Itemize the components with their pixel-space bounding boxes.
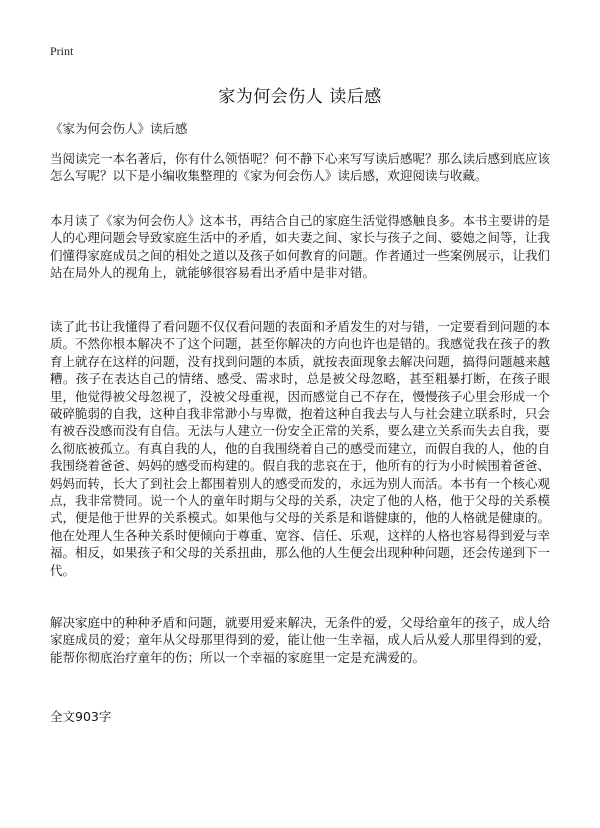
body-paragraph: 解决家庭中的种种矛盾和问题，就要用爱来解决，无条件的爱，父母给童年的孩子，成人给家庭成员的爱；童年从父母那里得到的爱，能让他一生幸福，成人后从爱人那里得到的爱，能帮你彻底治疗童年的伤；所以一个幸福的家庭里一定是充满爱的。 <box>50 615 551 665</box>
document-subtitle: 《家为何会伤人》读后感 <box>50 121 188 136</box>
word-count: 全文903字 <box>50 709 112 724</box>
print-link[interactable]: Print <box>50 44 74 58</box>
document-title: 家为何会伤人 读后感 <box>218 87 382 107</box>
intro-paragraph: 当阅读完一本名著后，你有什么领悟呢？何不静下心来写写读后感呢？那么读后感到底应该怎么写呢？以下是小编收集整理的《家为何会伤人》读后感，欢迎阅读与收藏。 <box>50 151 551 184</box>
body-paragraph: 读了此书让我懂得了看问题不仅仅看问题的表面和矛盾发生的对与错，一定要看到问题的本质。不然你根本解决不了这个问题，甚至你解决的方向也许也是错的。我感觉我在孩子的教育上就存在这样的问题，没有找到问题的本质，就按表面现象去解决问题，搞得问题越来越糟。孩子在表达自己的情绪、感受、需求时，总是被父母忽略，甚至粗暴打断，在孩子眼里，他觉得被父母忽视了，没被父母重视，因而感觉自己不存在，慢慢孩子心里会形成一个破碎脆弱的自我，这种自我非常渺小与卑微，抱着这种自我去与人与社会建立联系时，只会有被吞没感而没有自信。无法与人建立一份安全正常的关系，要么建立关系而失去自我，要么彻底被孤立。有真自我的人，他的自我围绕着自己的感受而建立，而假自我的人，他的自我围绕着爸爸、妈妈的感受而构建的。假自我的悲哀在于，他所有的行为小时候围着爸爸、妈妈而转，长大了到社会上都围着别人的感受而发的，永远为别人而活。本书有一个核心观点，我非常赞同。说一个人的童年时期与父母的关系，决定了他的人格，他于父母的关系模式，便是他于世界的关系模式。如果他与父母的关系是和谐健康的，他的人格就是健康的。他在处理人生各种关系时便倾向于尊重、宽容、信任、乐观，这样的人格也容易得到爱与幸福。相反，如果孩子和父母的关系扭曲，那么他的人生便会出现种种问题，还会传递到下一代。 <box>50 319 551 578</box>
body-paragraph: 本月读了《家为何会伤人》这本书，再结合自己的家庭生活觉得感触良多。本书主要讲的是人的心理问题会导致家庭生活中的矛盾，如夫妻之间、家长与孩子之间、婆媳之间等，让我们懂得家庭成员之间的相处之道以及孩子如何教育的问题。作者通过一些案例展示，让我们站在局外人的视角上，就能够很容易看出矛盾中是非对错。 <box>50 213 551 281</box>
